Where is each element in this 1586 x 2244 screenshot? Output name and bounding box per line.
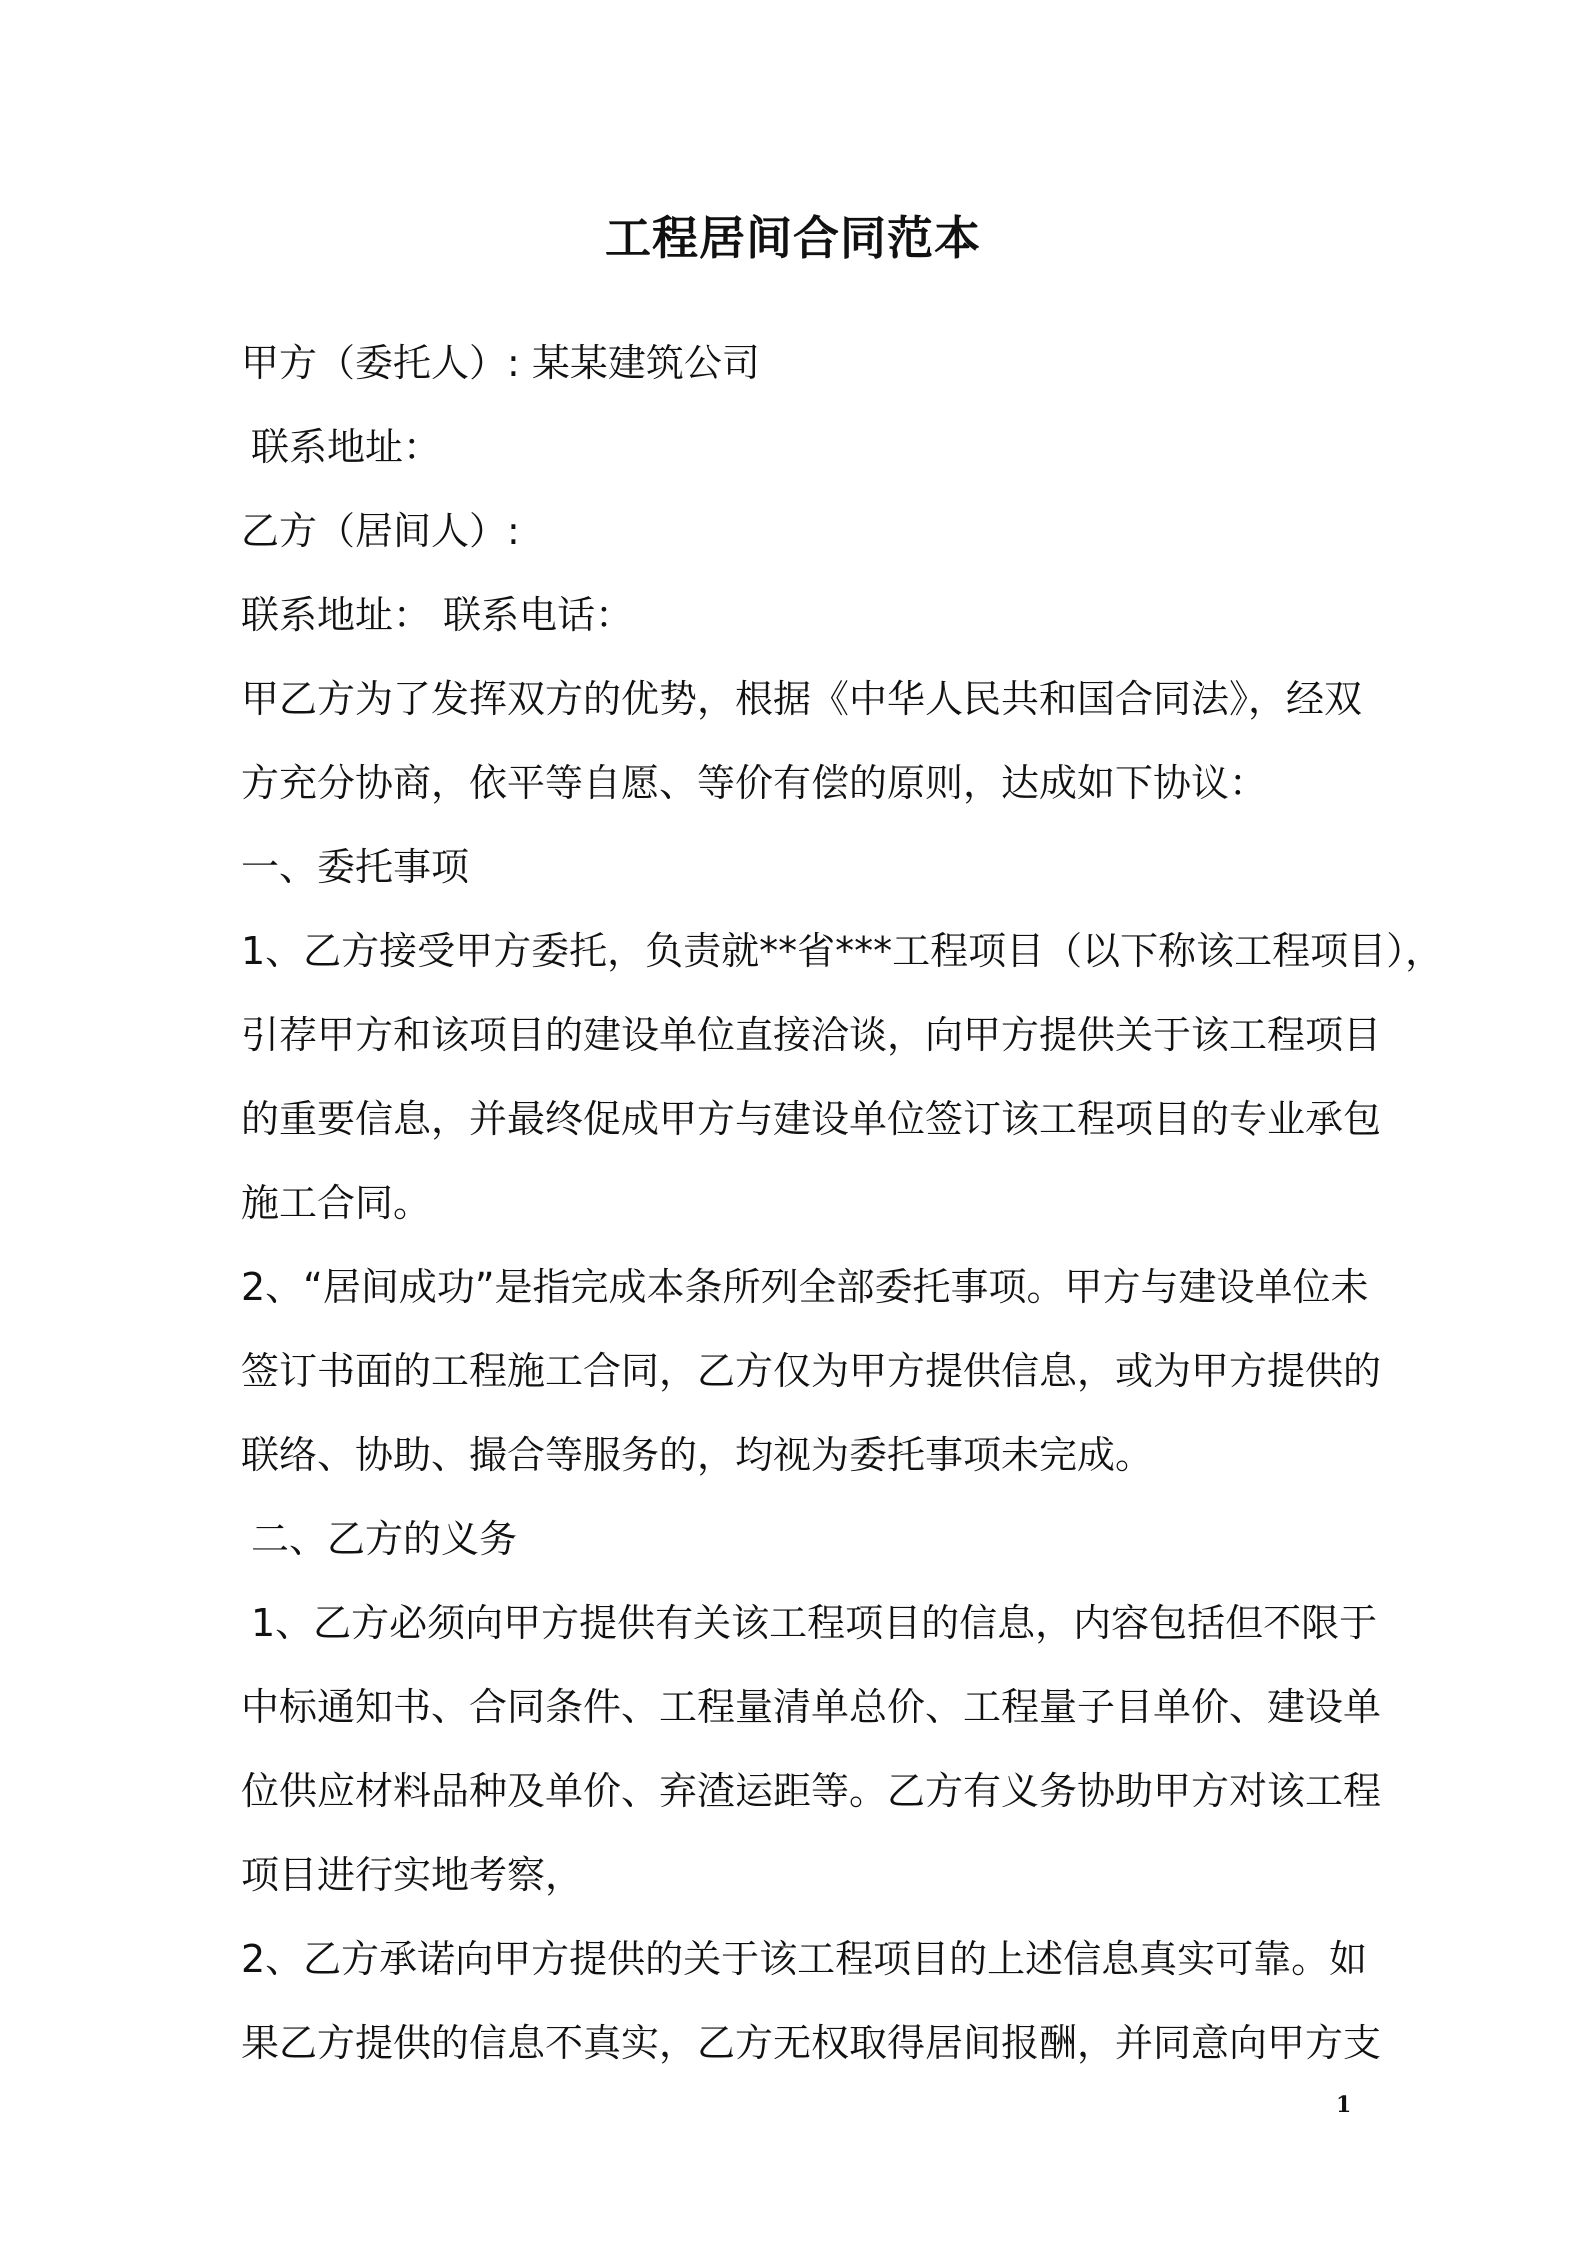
party-b-contact-line: 联系地址： 联系电话： xyxy=(241,593,634,637)
paragraph-line: 引荐甲方和该项目的建设单位直接洽谈，向甲方提供关于该工程项目 xyxy=(241,1013,1382,1057)
paragraph-line: 甲乙方为了发挥双方的优势，根据《中华人民共和国合同法》，经双 xyxy=(241,677,1363,721)
paragraph-line: 中标通知书、合同条件、工程量清单总价、工程量子目单价、建设单 xyxy=(241,1685,1382,1729)
party-a-line: 甲方（委托人）: 某某建筑公司 xyxy=(241,341,760,385)
paragraph-line: 联络、协助、撮合等服务的，均视为委托事项未完成。 xyxy=(241,1433,1154,1477)
party-b-line: 乙方（居间人）: xyxy=(241,509,520,553)
paragraph-line: 果乙方提供的信息不真实，乙方无权取得居间报酬，并同意向甲方支 xyxy=(241,2021,1382,2065)
paragraph-line: 2、“居间成功”是指完成本条所列全部委托事项。甲方与建设单位未 xyxy=(241,1265,1369,1309)
paragraph-line: 方充分协商，依平等自愿、等价有偿的原则，达成如下协议： xyxy=(241,761,1268,805)
document-title: 工程居间合同范本 xyxy=(605,211,981,265)
page-number: 1 xyxy=(1336,2092,1352,2118)
paragraph-line: 位供应材料品种及单价、弃渣运距等。乙方有义务协助甲方对该工程 xyxy=(241,1769,1382,1813)
paragraph-line: 2、乙方承诺向甲方提供的关于该工程项目的上述信息真实可靠。如 xyxy=(241,1937,1368,1981)
paragraph-line: 1、乙方接受甲方委托，负责就**省***工程项目（以下称该工程项目）， xyxy=(241,929,1444,973)
paragraph-line: 项目进行实地考察， xyxy=(241,1853,584,1897)
section-heading: 一、委托事项 xyxy=(241,845,470,889)
paragraph-line: 签订书面的工程施工合同，乙方仅为甲方提供信息，或为甲方提供的 xyxy=(241,1349,1382,1393)
section-heading: 二、乙方的义务 xyxy=(251,1517,518,1561)
paragraph-line: 施工合同。 xyxy=(241,1181,432,1225)
paragraph-line: 1、乙方必须向甲方提供有关该工程项目的信息，内容包括但不限于 xyxy=(251,1601,1378,1645)
paragraph-line: 的重要信息，并最终促成甲方与建设单位签订该工程项目的专业承包 xyxy=(241,1097,1382,1141)
party-a-address-line: 联系地址： xyxy=(251,425,442,469)
